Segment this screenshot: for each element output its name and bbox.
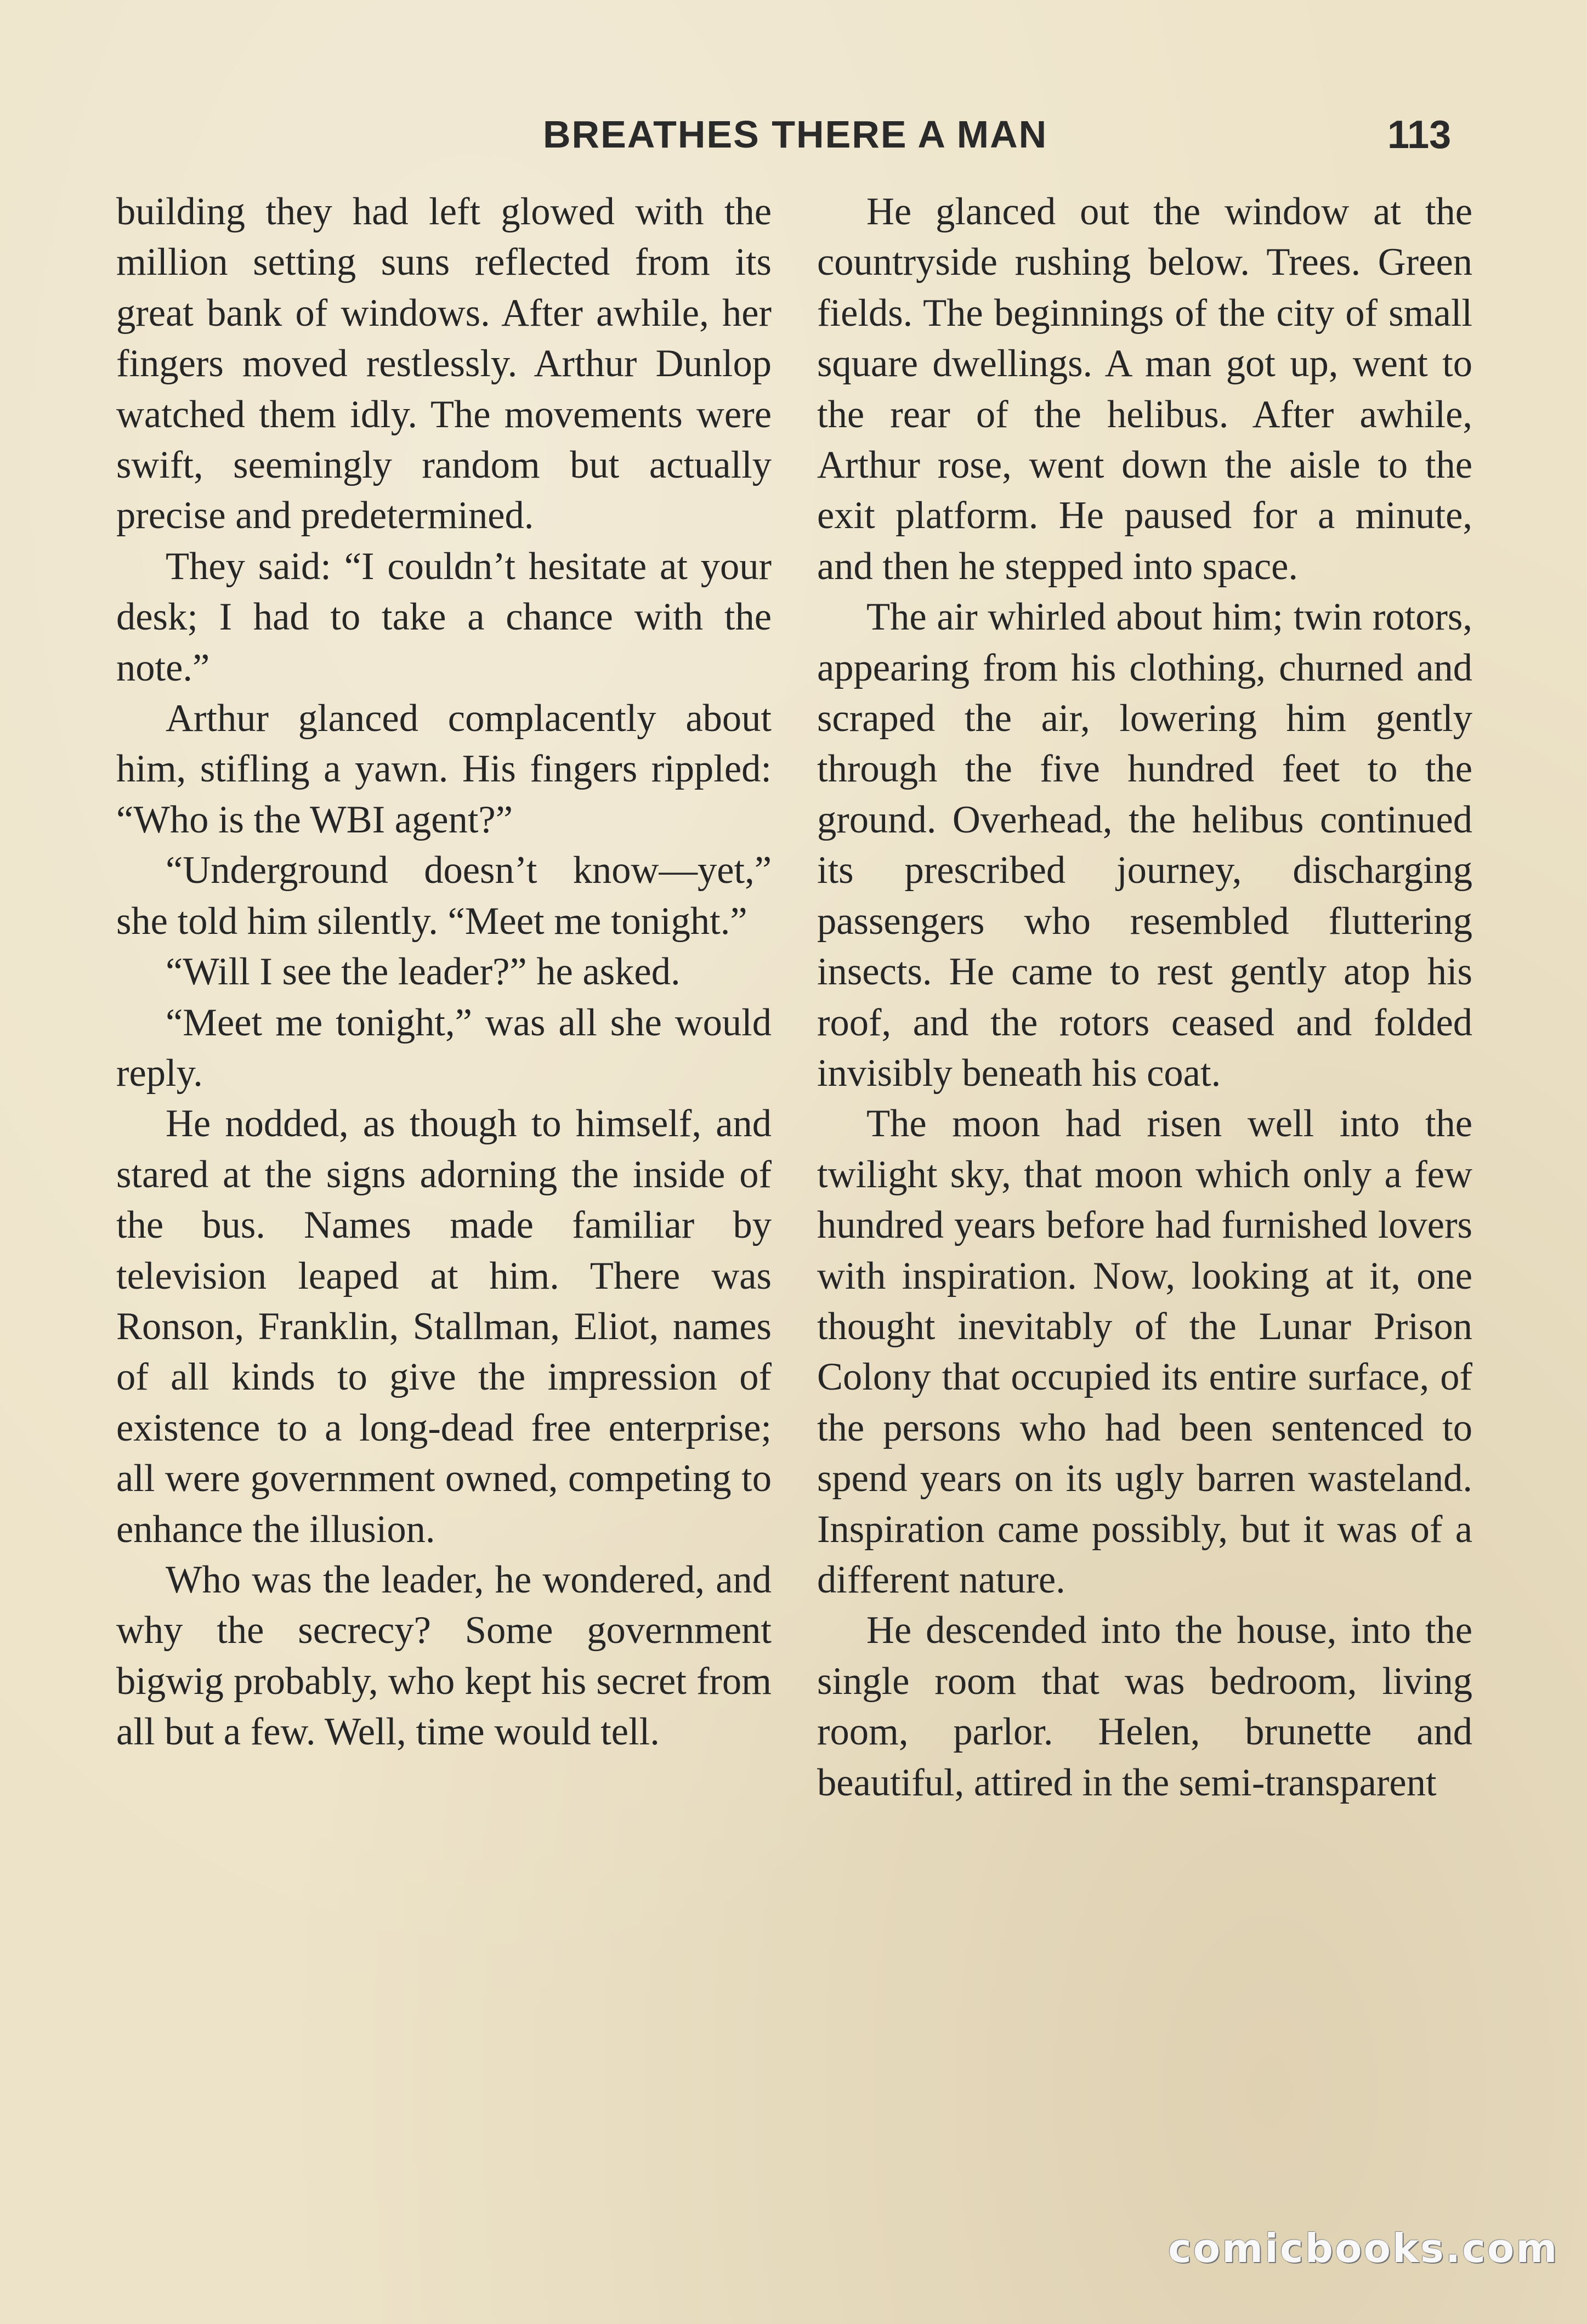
paragraph: He nodded, as though to himself, and stared at the signs adorning the inside of the bus. Names made familiar by television leaped at him. There was Ronson, Franklin, Stallman, Eliot, names of all kinds to give the impression of existence to a long-dead free enterprise; all were government owned, competing to enhance the illusion. <box>116 1102 772 1551</box>
paragraph: Who was the leader, he wondered, and why the secrecy? Some government bigwig probably, who kept his secret from all but a few. Well, time would tell. <box>116 1558 772 1754</box>
paragraph: The air whirled about him; twin rotors, appearing from his clothing, churned and scraped the air, lowering him gently through the five hundred feet to the ground. Overhead, the helibus continued its prescribed journey, discharging passengers who resembled fluttering insects. He came to rest gently atop his roof, and the rotors ceased and folded invisibly beneath his coat. <box>817 596 1472 1095</box>
paragraph: “Underground doesn’t know—yet,” she told him silently. “Meet me tonight.” <box>116 849 772 943</box>
paragraph: He glanced out the window at the countryside rushing below. Trees. Green fields. The beginnings of the city of small square dwellings. A man got up, went to the rear of the helibus. After awhile, Arthur rose, went down the aisle to the exit platform. He paused for a minute, and then he stepped into space. <box>817 190 1472 588</box>
running-head <box>0 112 1587 167</box>
paragraph: The moon had risen well into the twilight sky, that moon which only a few hundred years before had furnished lovers with inspiration. Now, looking at it, one thought inevitably of the Lunar Prison Colony that occupied its entire surface, of the persons who had been sentenced to spend years on its ugly barren wasteland. Inspiration came possibly, but it was of a different nature. <box>817 1102 1472 1601</box>
running-title: BREATHES THERE A MAN <box>543 113 1048 156</box>
left-column <box>116 186 772 1758</box>
paragraph: They said: “I couldn’t hesitate at your desk; I had to take a chance with the note.” <box>116 545 772 689</box>
page-number: 113 <box>1387 113 1452 157</box>
paragraph: Arthur glanced complacently about him, stifling a yawn. His fingers rippled: “Who is the WBI agent?” <box>116 697 772 841</box>
paragraph: “Meet me tonight,” was all she would reply. <box>116 1001 772 1095</box>
right-column <box>817 186 1472 1808</box>
paragraph: “Will I see the leader?” he asked. <box>166 950 681 994</box>
watermark: comicbooks.com <box>1168 2225 1559 2271</box>
paragraph: He descended into the house, into the single room that was bedroom, living room, parlor. Helen, brunette and beautiful, attired in the semi-transparent <box>817 1609 1472 1804</box>
paragraph: building they had left glowed with the million setting suns reflected from its great bank of windows. After awhile, her fingers moved restlessly. Arthur Dunlop watched them idly. The movements were swift, seemingly random but actually precise and predetermined. <box>116 190 772 537</box>
